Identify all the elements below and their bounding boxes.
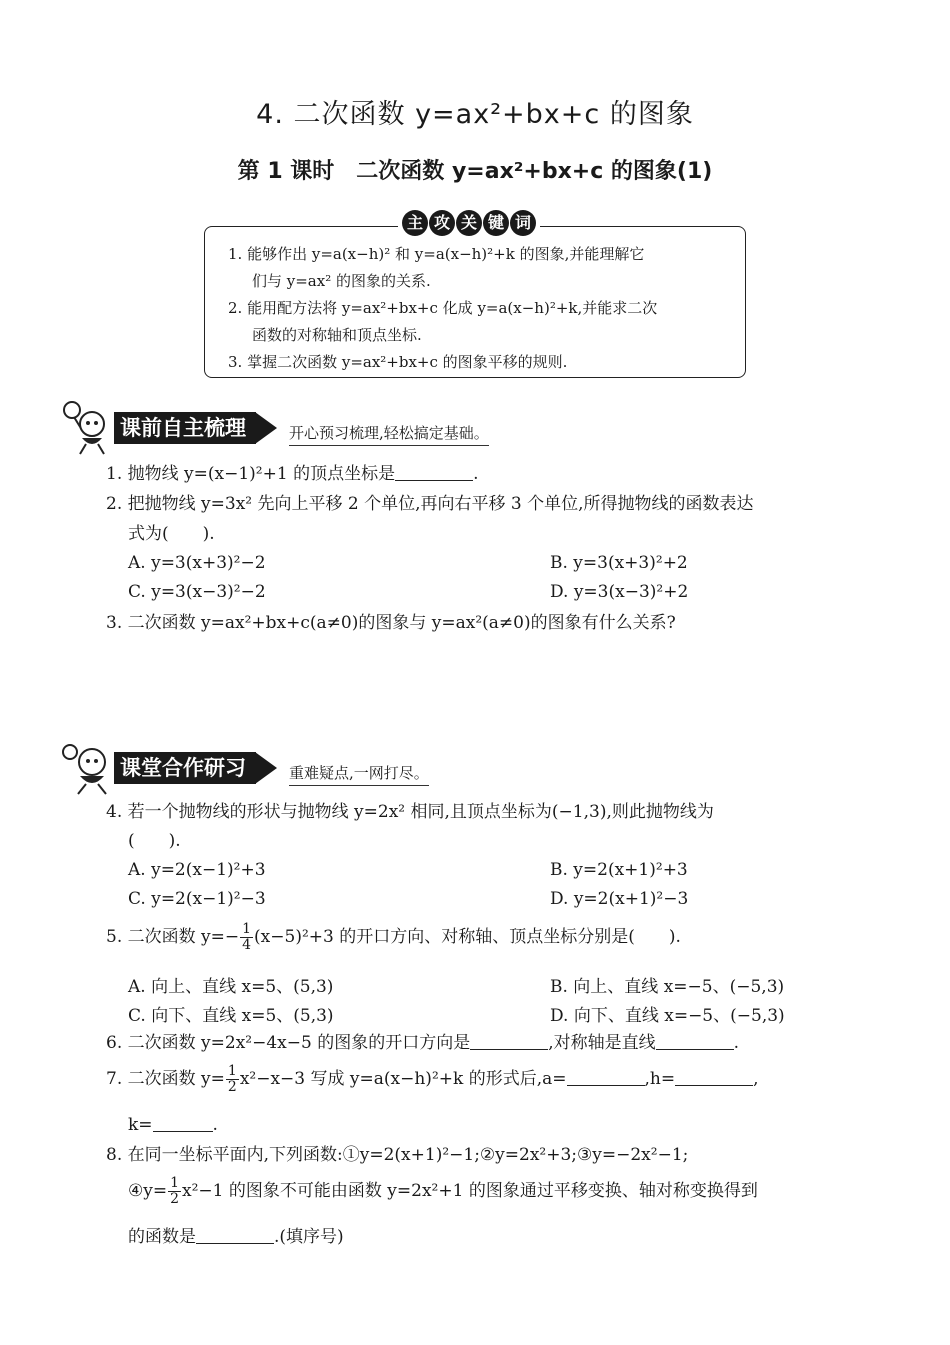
option-d[interactable]: D. y=2(x+1)²−3 (550, 889, 689, 909)
q6-text-end: . (733, 1033, 740, 1053)
fraction-denominator: 2 (170, 1191, 180, 1207)
q1-text: 1. 抛物线 y=(x−1)²+1 的顶点坐标是 (106, 464, 396, 484)
answer-blank[interactable] (656, 1033, 734, 1050)
q7-text-end: . (212, 1115, 218, 1135)
answer-blank[interactable] (567, 1069, 645, 1086)
fraction-denominator: 2 (227, 1079, 237, 1095)
question-4-line2: ( ). (128, 831, 181, 851)
fraction-denominator: 4 (242, 937, 252, 953)
badge-char: 主 (402, 210, 428, 236)
option-d[interactable]: D. 向下、直线 x=−5、(−5,3) (550, 1006, 785, 1026)
section-slogan: 重难疑点,一网打尽。 (289, 762, 429, 786)
question-7 (106, 1064, 896, 1095)
q8-text-pre: 的函数是 (128, 1227, 196, 1247)
answer-blank[interactable] (395, 464, 473, 481)
q8-text: ④y= (128, 1181, 168, 1201)
badge-char: 关 (456, 210, 482, 236)
section-label: 课堂合作研习 (114, 752, 256, 784)
key-point-line: 们与 y=ax² 的图象的关系. (252, 272, 431, 290)
section-label: 课前自主梳理 (114, 412, 256, 444)
page-title: 4. 二次函数 y=ax²+bx+c 的图象 (256, 99, 694, 130)
q6-text-mid: ,对称轴是直线 (548, 1033, 656, 1053)
answer-blank[interactable] (196, 1227, 274, 1244)
q7-text-k: k= (128, 1115, 153, 1135)
option-d[interactable]: D. y=3(x−3)²+2 (550, 582, 689, 602)
q7-text-mid: x²−x−3 写成 y=a(x−h)²+k 的形式后,a= (239, 1069, 567, 1089)
option-a[interactable]: A. 向上、直线 x=5、(5,3) (128, 977, 334, 997)
fraction-numerator: 1 (170, 1175, 180, 1191)
badge-char: 词 (510, 210, 536, 236)
question-5 (106, 922, 896, 953)
answer-blank[interactable] (470, 1033, 548, 1050)
section-banner-classwork (60, 748, 429, 788)
section-slogan: 开心预习梳理,轻松搞定基础。 (289, 422, 489, 446)
fraction-numerator: 1 (242, 921, 252, 937)
section-banner-preview (60, 408, 489, 448)
option-b[interactable]: B. y=2(x+1)²+3 (550, 860, 688, 880)
question-8-line3 (128, 1226, 918, 1248)
q8-text-end: .(填序号) (274, 1227, 344, 1247)
banner-arrow (255, 412, 277, 444)
option-a[interactable]: A. y=3(x+3)²−2 (128, 553, 266, 573)
key-point-line: 函数的对称轴和顶点坐标. (252, 326, 422, 344)
lesson-subtitle: 第 1 课时 二次函数 y=ax²+bx+c 的图象(1) (237, 159, 713, 184)
question-7-line2 (128, 1114, 918, 1136)
fraction (240, 922, 253, 953)
q6-text: 6. 二次函数 y=2x²−4x−5 的图象的开口方向是 (106, 1033, 471, 1053)
question-8-line2 (128, 1176, 918, 1207)
answer-blank[interactable] (153, 1115, 213, 1132)
q5-text: 5. 二次函数 y=− (106, 927, 240, 947)
fraction (226, 1064, 239, 1095)
q7-text: 7. 二次函数 y= (106, 1069, 225, 1089)
option-a[interactable]: A. y=2(x−1)²+3 (128, 860, 266, 880)
answer-blank[interactable] (675, 1069, 753, 1086)
question-3: 3. 二次函数 y=ax²+bx+c(a≠0)的图象与 y=ax²(a≠0)的图象有什么关系? (106, 613, 676, 633)
badge-char: 键 (483, 210, 509, 236)
question-4-line1: 4. 若一个抛物线的形状与抛物线 y=2x² 相同,且顶点坐标为(−1,3),则此抛物线为 (106, 802, 714, 822)
question-2-line1: 2. 把抛物线 y=3x² 先向上平移 2 个单位,再向右平移 3 个单位,所得抛物线的函数表达 (106, 494, 754, 514)
question-8-line1: 8. 在同一坐标平面内,下列函数:①y=2(x+1)²−1;②y=2x²+3;③y=−2x²−1; (106, 1145, 689, 1165)
q5-text-end: (x−5)²+3 的开口方向、对称轴、顶点坐标分别是( ). (254, 927, 681, 947)
q8-text-cont: x²−1 的图象不可能由函数 y=2x²+1 的图象通过平移变换、轴对称变换得到 (182, 1181, 758, 1201)
fraction-numerator: 1 (227, 1063, 237, 1079)
q7-text-h: ,h= (644, 1069, 676, 1089)
q1-end: . (473, 464, 479, 484)
key-point-line: 1. 能够作出 y=a(x−h)² 和 y=a(x−h)²+k 的图象,并能理解它 (228, 245, 645, 263)
option-b[interactable]: B. y=3(x+3)²+2 (550, 553, 688, 573)
option-b[interactable]: B. 向上、直线 x=−5、(−5,3) (550, 977, 785, 997)
question-6 (106, 1032, 896, 1054)
key-point-line: 3. 掌握二次函数 y=ax²+bx+c 的图象平移的规则. (228, 353, 568, 371)
question-2-line2: 式为( ). (128, 524, 215, 544)
option-c[interactable]: C. y=2(x−1)²−3 (128, 889, 266, 909)
option-c[interactable]: C. y=3(x−3)²−2 (128, 582, 266, 602)
option-c[interactable]: C. 向下、直线 x=5、(5,3) (128, 1006, 334, 1026)
key-point-line: 2. 能用配方法将 y=ax²+bx+c 化成 y=a(x−h)²+k,并能求二次 (228, 299, 658, 317)
mascot-icon (60, 740, 112, 796)
mascot-icon (60, 400, 112, 456)
fraction (168, 1176, 181, 1207)
q7-text-comma: , (753, 1069, 759, 1089)
question-1 (106, 463, 896, 485)
badge-char: 攻 (429, 210, 455, 236)
key-points-badge (398, 207, 540, 239)
banner-arrow (255, 752, 277, 784)
